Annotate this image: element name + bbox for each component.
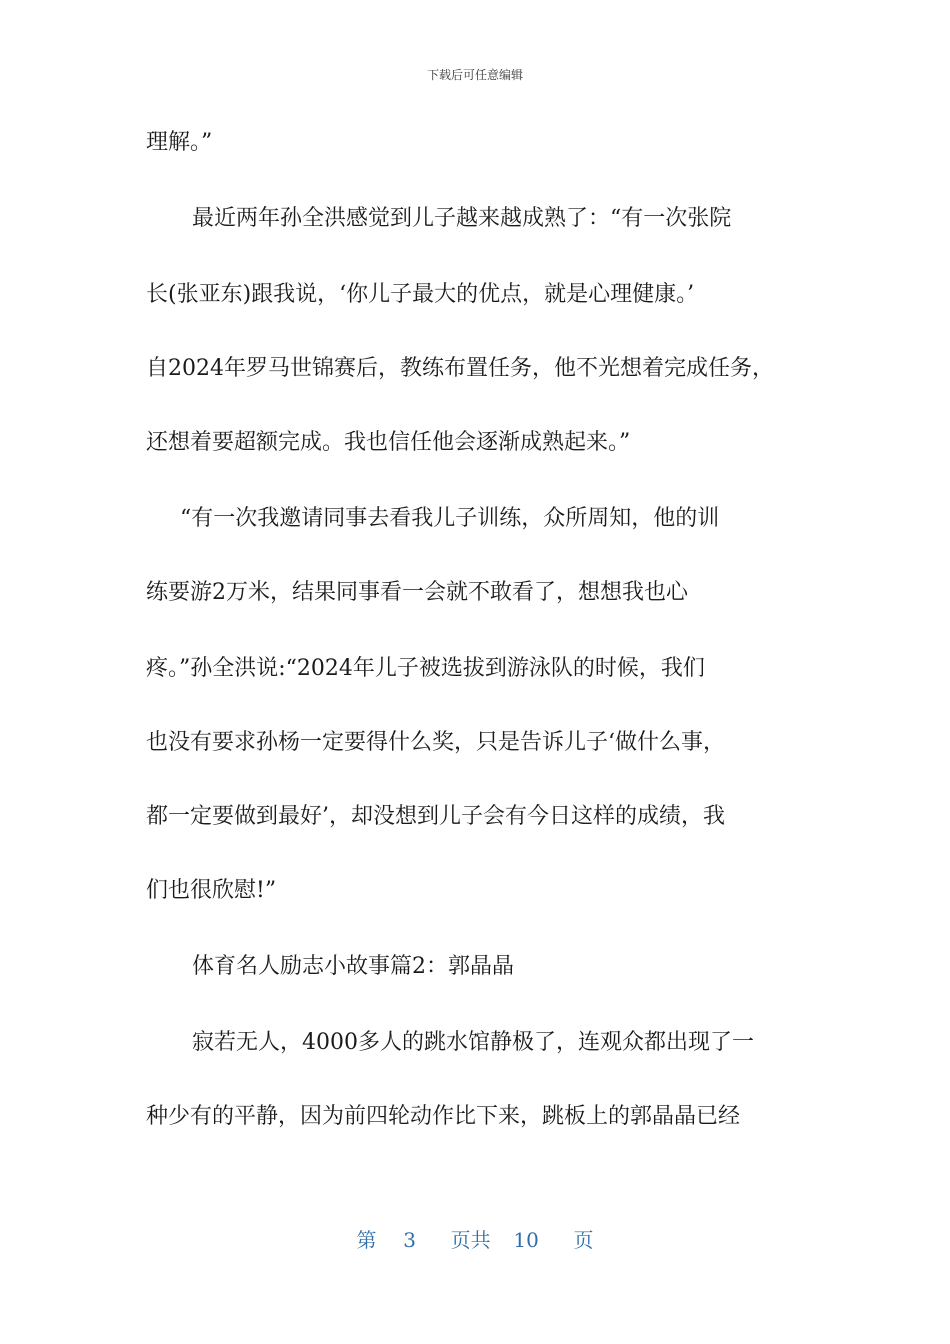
text-line: 理解。” <box>146 130 213 155</box>
footer-middle: 页共 <box>450 1228 491 1252</box>
text-line: 还想着要超额完成。我也信任他会逐渐成熟起来。” <box>146 430 631 455</box>
text-line: 都一定要做到最好’，却没想到儿子会有今日这样的成绩，我 <box>146 804 725 829</box>
text-line: 练要游2万米，结果同事看一会就不敢看了，想想我也心 <box>146 580 688 605</box>
page-header: 下载后可任意编辑 <box>426 68 523 82</box>
text-line: “有一次我邀请同事去看我儿子训练，众所周知，他的训 <box>180 506 720 531</box>
text-line: 最近两年孙全洪感觉到儿子越来越成熟了：“有一次张院 <box>192 206 732 231</box>
text-line: 们也很欣慰!” <box>146 878 277 903</box>
text-line: 寂若无人，4000多人的跳水馆静极了，连观众都出现了一 <box>192 1030 754 1055</box>
total-pages-number: 10 <box>513 1228 539 1252</box>
footer-prefix: 第 <box>356 1228 377 1252</box>
text-line: 疼。”孙全洪说:“2024年儿子被选拔到游泳队的时候，我们 <box>146 656 705 681</box>
text-line: 自2024年罗马世锦赛后，教练布置任务，他不光想着完成任务， <box>146 356 774 381</box>
current-page-number: 3 <box>403 1228 416 1252</box>
section-heading: 体育名人励志小故事篇2：郭晶晶 <box>192 954 514 979</box>
text-line: 也没有要求孙杨一定要得什么奖，只是告诉儿子‘做什么事， <box>146 730 725 755</box>
footer-suffix: 页 <box>573 1228 594 1252</box>
page-footer <box>0 1224 950 1253</box>
text-line: 种少有的平静，因为前四轮动作比下来，跳板上的郭晶晶已经 <box>146 1104 741 1129</box>
text-line: 长(张亚东)跟我说，‘你儿子最大的优点，就是心理健康。’ <box>146 282 695 307</box>
